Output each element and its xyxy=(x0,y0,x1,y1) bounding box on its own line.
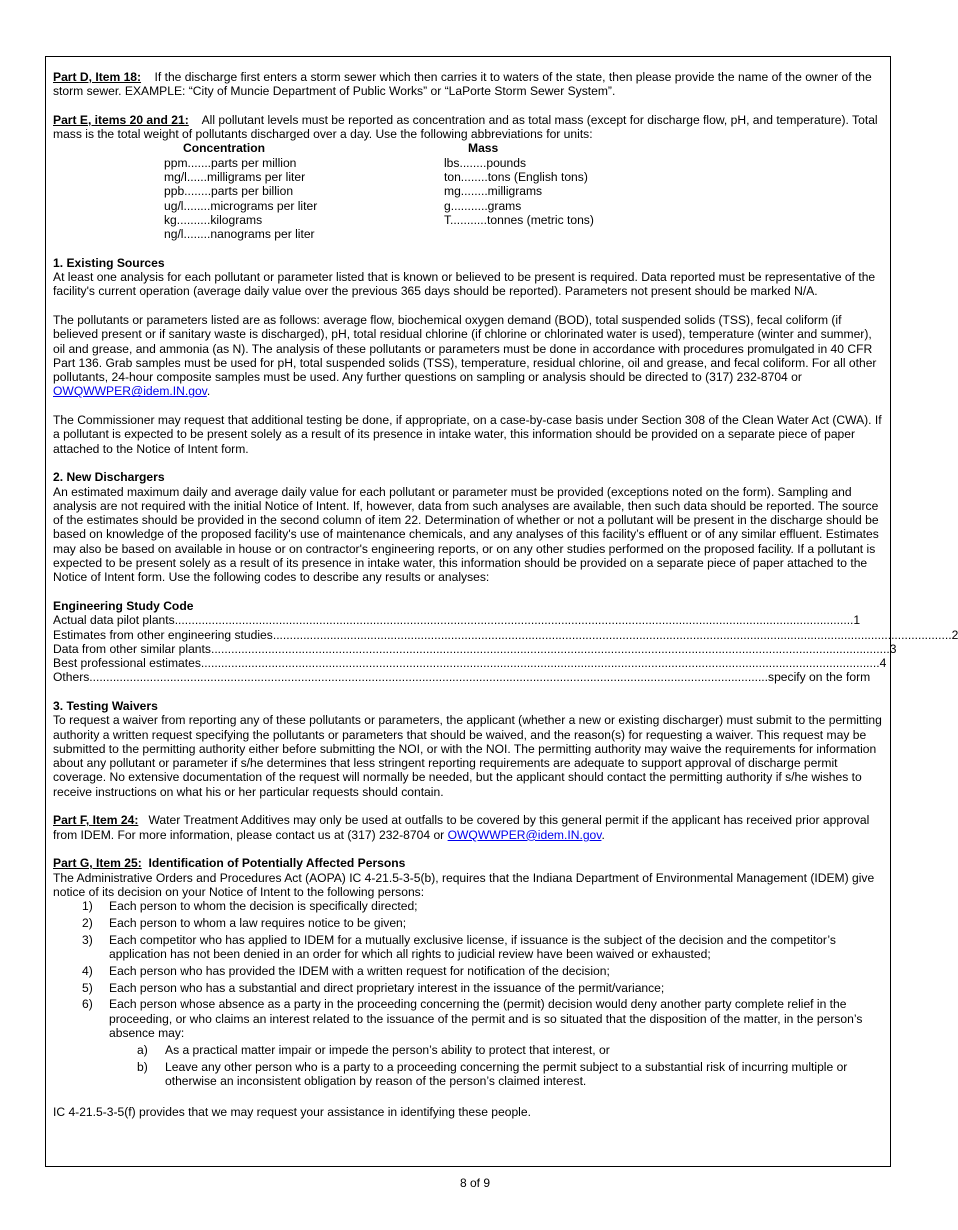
mass-header: Mass xyxy=(468,141,499,156)
unit-item: ug/l........micrograms per liter xyxy=(164,198,318,213)
unit-item: ppm.......parts per million xyxy=(164,155,297,170)
list-item: 2) Each person to whom a law requires notice to be given; xyxy=(82,915,407,930)
part-e-heading: Part E, items 20 and 21: xyxy=(53,112,189,127)
list-item: 1) Each person to whom the decision is specifically directed; xyxy=(82,899,418,914)
existing-sources-p1: At least one analysis for each pollutant or parameter listed that is known or believed to be present is required. Data reported must be representative of the facility's current operation (average daily value over the previous 365 days should be reported). Parameters not present should be marked N/A. xyxy=(53,270,876,299)
part-f-paragraph: Part F, Item 24: Water Treatment Additives may only be used at outfalls to be covered by this general permit if the applicant has received prior approval from IDEM. For more information, please contact us at (317) 232-8704 or OWQWWPER@idem.IN.gov. xyxy=(53,813,870,842)
part-d-heading: Part D, Item 18: xyxy=(53,70,142,84)
concentration-header: Concentration xyxy=(183,141,265,156)
unit-item: kg..........kilograms xyxy=(164,212,263,227)
list-item: 5) Each person who has a substantial and direct proprietary interest in the issuance of the permit/variance; xyxy=(82,980,665,995)
code-row: Best professional estimates .......................................................................................................................................................................................................... 4 xyxy=(53,656,887,671)
new-dischargers-p1: An estimated maximum daily and average daily value for each pollutant or parameter must be provided (exceptions noted on the form). Sampling and analysis are not required with the initial Notice of Intent. If, however, data from such analyses are available, then such data should be reported. The source of the estimates should be provided in the second column of item 22. Determination of whether or not a pollutant will be present in the discharge should be based on knowledge of the proposed facility's use of maintenance chemicals, and any analyses of this facility’s effluent or of any similar effluent. Estimates may also be based on available in house or on contractor's engineering reports, or on any other studies performed on the proposed facility. If a pollutant is expected to be present solely as a result of its presence in intake water, this information should be provided on a separate piece of paper attached to the Notice of Intent form. Use the following codes to describe any results or analyses: xyxy=(53,484,879,585)
unit-item: mg/l......milligrams per liter xyxy=(164,170,306,185)
part-d-text: If the discharge first enters a storm sewer which then carries it to waters of the state, then please provide the name of the owner of the storm sewer. EXAMPLE: “City of Muncie Department of Public Works” or “LaPorte Storm Sewer System”. xyxy=(53,70,872,99)
units-table xyxy=(53,141,885,241)
engineering-code-header: Engineering Study Code xyxy=(53,598,194,613)
page-number: 8 of 9 xyxy=(459,1176,491,1190)
document-body xyxy=(53,70,958,1119)
part-g-intro: The Administrative Orders and Procedures Act (AOPA) IC 4-21.5-3-5(b), requires that the Indiana Department of Environmental Management (IDEM) give notice of its decision on your Notice of Intent to the following persons: xyxy=(53,870,875,899)
part-f-heading: Part F, Item 24: xyxy=(53,813,139,828)
code-row: Others .......................................................................................................................................................................................................... specify on the form xyxy=(53,670,871,685)
list-item: b) Leave any other person who is a party to a proceeding concerning the permit subject to a substantial risk of incurring multiple or otherwise an inconsistent obligation by reason of the person’s claimed interest. xyxy=(137,1059,848,1088)
part-g-heading: Part G, Item 25: xyxy=(53,856,142,871)
unit-item: lbs........pounds xyxy=(444,155,527,170)
affected-persons-sublist xyxy=(109,1043,885,1088)
part-e-text: All pollutant levels must be reported as concentration and as total mass (except for discharge flow, pH, and temperature). Total mass is the total weight of pollutants discharged over a day. Use the following abbreviations for units: xyxy=(53,112,878,142)
email-link[interactable]: OWQWWPER@idem.IN.gov xyxy=(447,827,602,842)
unit-item: g...........grams xyxy=(444,198,522,213)
part-g-closing: IC 4-21.5-3-5(f) provides that we may request your assistance in identifying these people. xyxy=(53,1104,531,1119)
code-row: Data from other similar plants .......................................................................................................................................................................................................... 3 xyxy=(53,641,897,656)
unit-item: ton........tons (English tons) xyxy=(444,170,588,185)
code-row: Estimates from other engineering studies .......................................................................................................................................................................................................... 2 xyxy=(53,627,958,642)
existing-sources-p2: The pollutants or parameters listed are as follows: average flow, biochemical oxygen demand (BOD), total suspended solids (TSS), fecal coliform (if believed present or if sanitary waste is discharged), pH, total residual chlorine (if chlorine or chlorinated water is used), temperature (winter and summer), oil and grease, and ammonia (as N). The analysis of these pollutants or parameters must be done in accordance with procedures promulgated in 40 CFR Part 136. Grab samples must be used for pH, total suspended solids (TSS), temperature, residual chlorine, oil and grease, and fecal coliform. For all other pollutants, 24-hour composite samples must be used. Any further questions on sampling or analysis should be directed to (317) 232-8704 or OWQWWPER@idem.IN.gov. xyxy=(53,312,877,399)
engineering-code-list xyxy=(53,598,958,685)
unit-item: mg........milligrams xyxy=(444,184,543,199)
mass-units-list xyxy=(444,156,594,227)
list-item: 3) Each competitor who has applied to IDEM for a mutually exclusive license, if issuance is the subject of the decision and the competitor’s application has not been denied in an order for which all rights to judicial review have been waived or exhausted; xyxy=(82,932,836,962)
part-g-heading-line xyxy=(53,856,885,870)
new-dischargers-heading: 2. New Dischargers xyxy=(53,470,165,485)
part-e-paragraph xyxy=(53,113,885,142)
existing-sources-p3: The Commissioner may request that additional testing be done, if appropriate, on a case-by-case basis under Section 308 of the Clean Water Act (CWA). If a pollutant is expected to be present solely as a result of its presence in intake water, this information should be provided on a separate piece of paper attached to the Notice of Intent form. xyxy=(53,413,882,456)
unit-item: ppb........parts per billion xyxy=(164,184,294,199)
list-item: 4) Each person who has provided the IDEM with a written request for notification of the decision; xyxy=(82,963,610,978)
affected-persons-list xyxy=(53,899,885,1091)
list-item: a) As a practical matter impair or impede the person’s ability to protect that interest, or xyxy=(137,1042,610,1057)
part-d-paragraph xyxy=(53,70,885,99)
unit-item: T...........tonnes (metric tons) xyxy=(444,212,594,227)
unit-item: ng/l........nanograms per liter xyxy=(164,227,315,242)
list-item: 6) Each person whose absence as a party in the proceeding concerning the (permit) decision would deny another party complete relief in the proceeding, or who claims an interest related to the issuance of the permit and is so situated that the disposition of the matter, in the person’s absence may: a) As a practical matter impair or impede the person’s ability to protect that interest, or b) Leave any other person who is a party to a proceeding concerning the permit subject to a substantial risk of incurring multiple or otherwise an inconsistent obligation by reason of the person’s claimed interest. xyxy=(53,997,885,1090)
concentration-units-list xyxy=(164,156,317,242)
part-g-title: Identification of Potentially Affected Persons xyxy=(148,856,406,871)
code-row: Actual data pilot plants .......................................................................................................................................................................................................... 1 xyxy=(53,613,861,628)
testing-waivers-p1: To request a waiver from reporting any of these pollutants or parameters, the applicant (whether a new or existing discharger) must submit to the permitting authority a written request specifying the pollutants or parameters that should be waived, and the reason(s) for requesting a waiver. This request may be submitted to the permitting authority either before submitting the NOI, or with the NOI. The permitting authority may waive the requirements for information about any pollutant or parameter if s/he determines that less stringent reporting requirements are adequate to support approval of discharge permit coverage. No extensive documentation of the request will normally be needed, but the applicant should contact the permitting authority if s/he wishes to receive instructions on what his or her particular requests should contain. xyxy=(53,713,882,799)
email-link[interactable]: OWQWWPER@idem.IN.gov xyxy=(53,384,207,399)
testing-waivers-heading: 3. Testing Waivers xyxy=(53,698,158,713)
existing-sources-heading: 1. Existing Sources xyxy=(53,255,165,270)
